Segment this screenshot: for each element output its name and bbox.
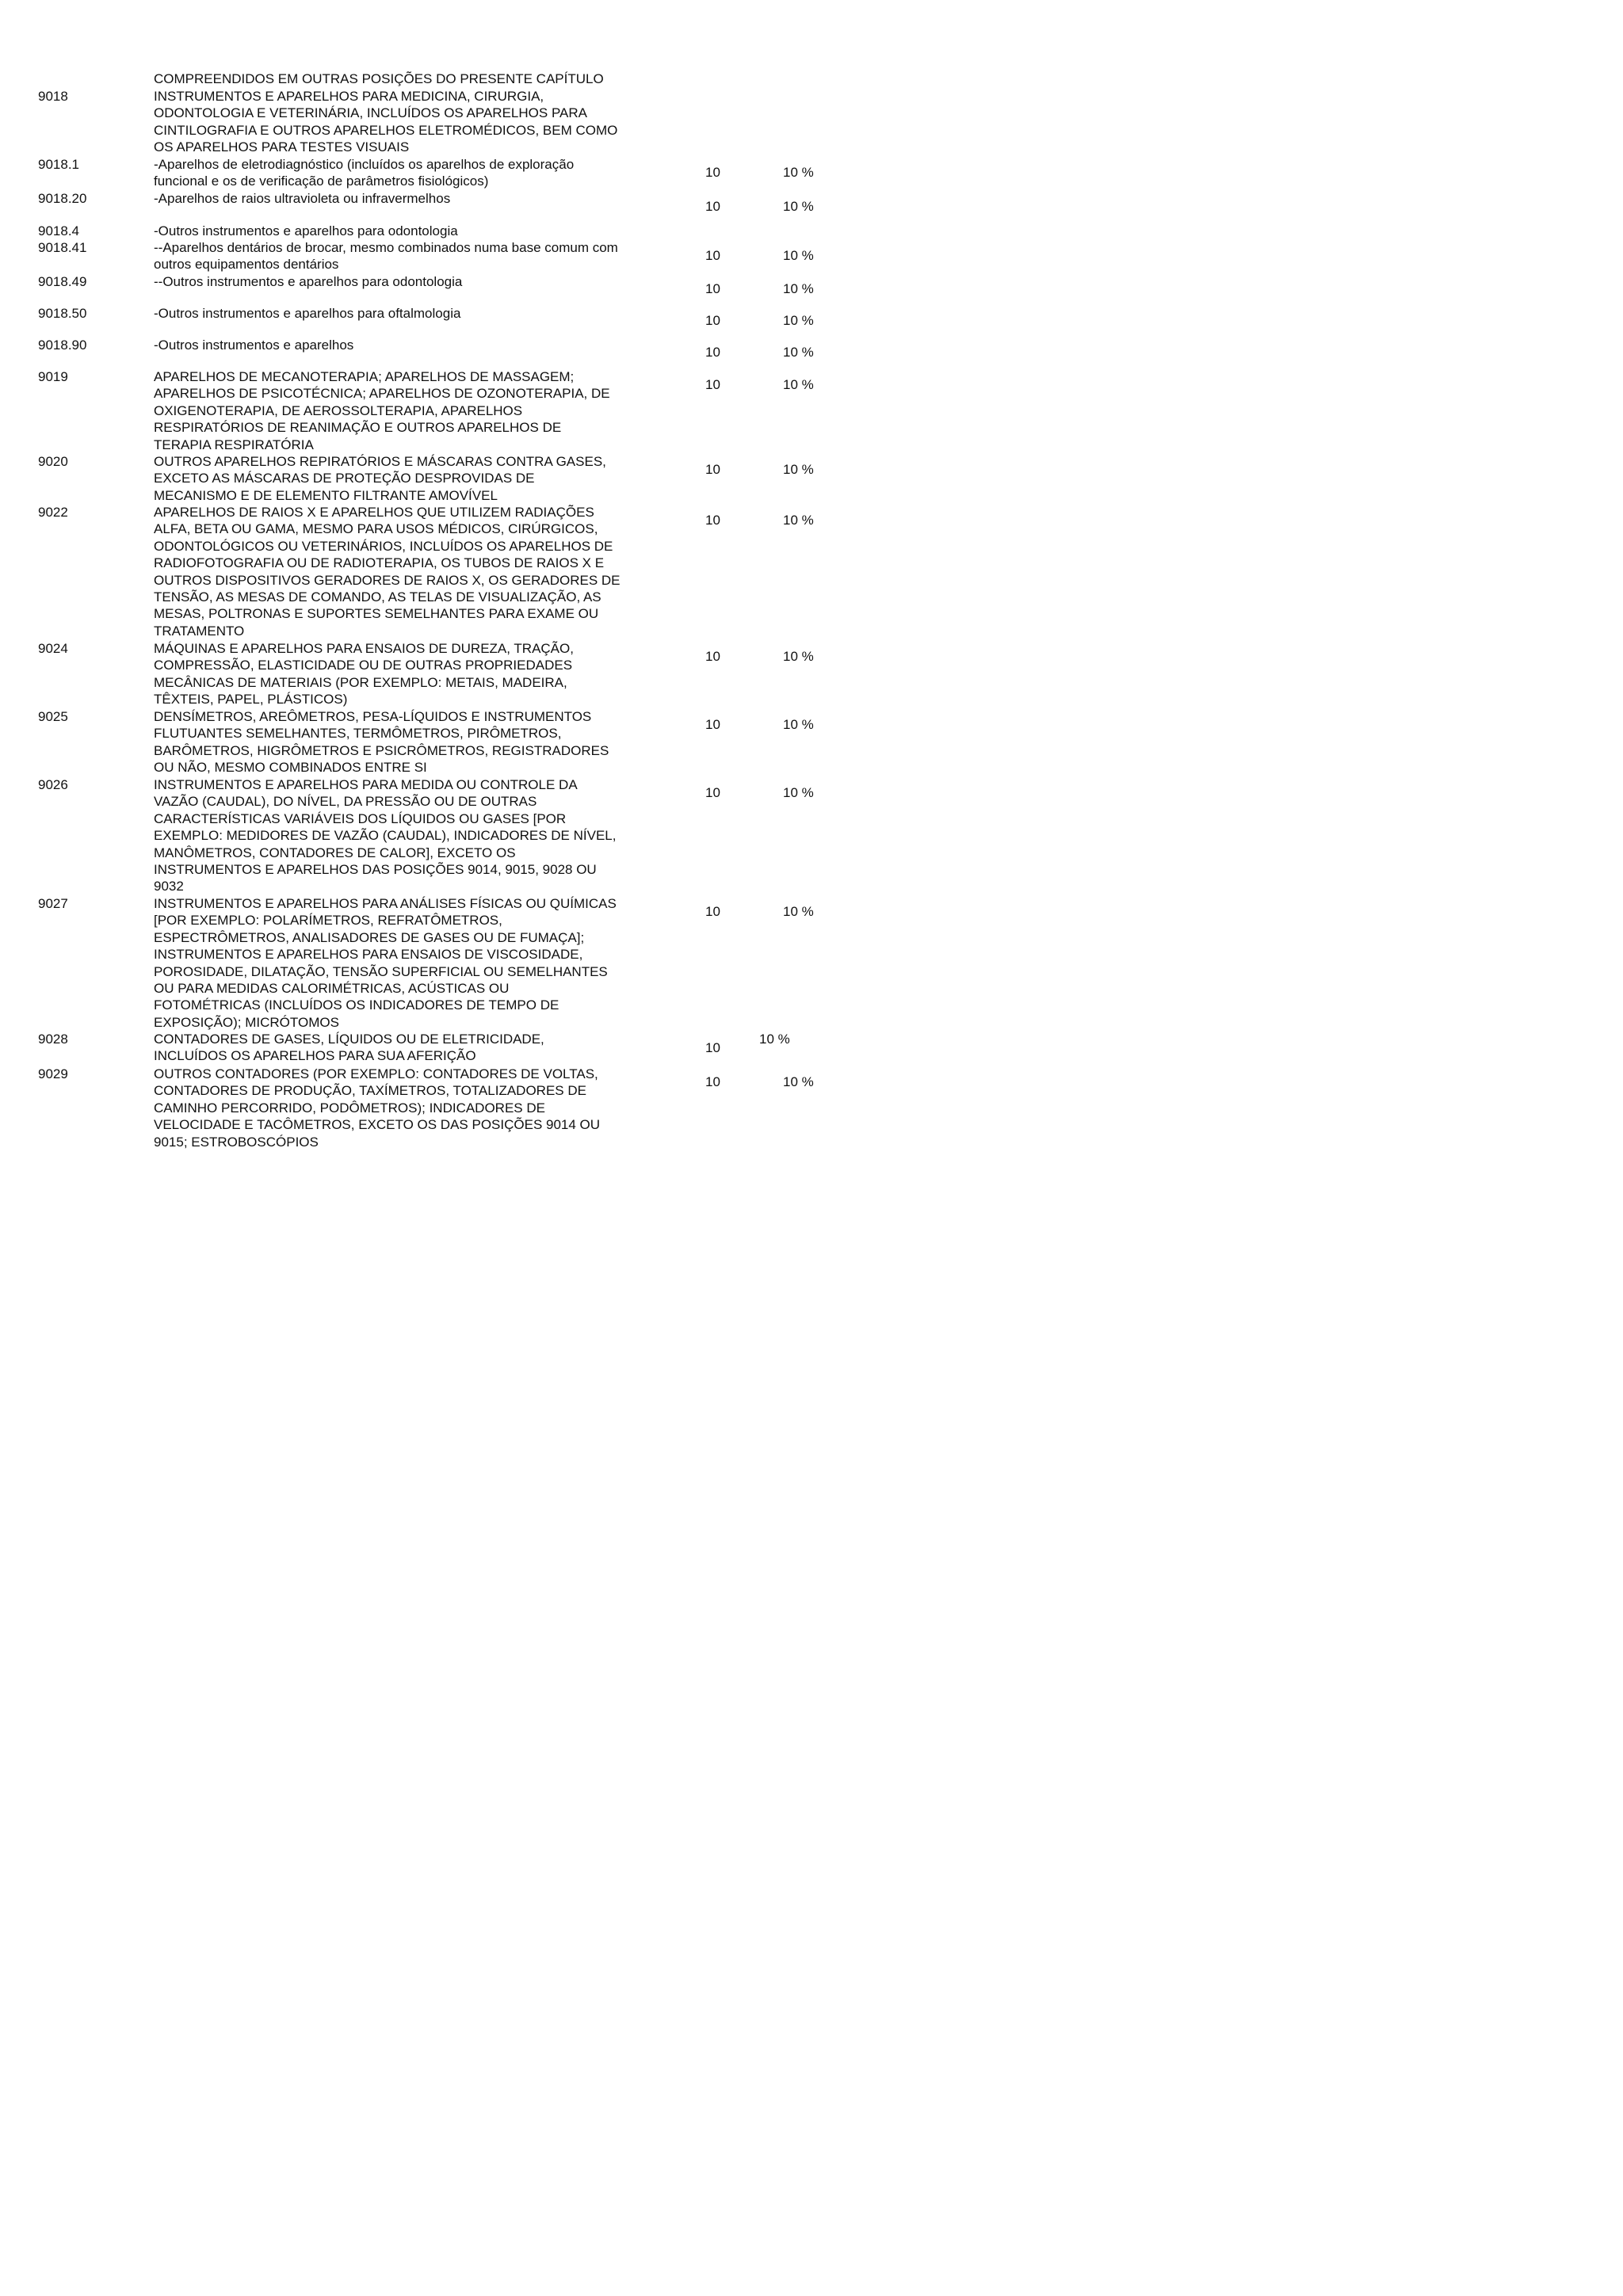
continuation-text: COMPREENDIDOS EM OUTRAS POSIÇÕES DO PRESENTE CAPÍTULO: [154, 71, 604, 86]
ncm-description: -Aparelhos de eletrodiagnóstico (incluídos os aparelhos de exploração funcional e os de verificação de parâmetros fisiológicos): [154, 157, 575, 189]
rate-percent: 10 %: [783, 462, 814, 477]
rate-value: 10: [705, 199, 720, 214]
rate-value: 10: [705, 717, 720, 732]
rate-percent: 10 %: [759, 1032, 790, 1047]
ncm-description: INSTRUMENTOS E APARELHOS PARA MEDICINA, CIRURGIA, ODONTOLOGIA E VETERINÁRIA, INCLUÍDOS OS APARELHOS PARA CINTILOGRAFIA E OUTROS APARELHOS ELETROMÉDICOS, BEM COMO OS APARELHOS PARA TESTES VISUAIS: [154, 89, 618, 155]
rate-percent: 10 %: [783, 345, 814, 360]
ncm-description: APARELHOS DE RAIOS X E APARELHOS QUE UTILIZEM RADIAÇÕES ALFA, BETA OU GAMA, MESMO PARA USOS MÉDICOS, CIRÚRGICOS, ODONTOLÓGICOS OU VETERINÁRIOS, INCLUÍDOS OS APARELHOS DE RADIOFOTOGRAFIA OU DE RADIOTERAPIA, OS TUBOS DE RAIOS X E OUTROS DISPOSITIVOS GERADORES DE RAIOS X, OS GERADORES DE TENSÃO, AS MESAS DE COMANDO, AS TELAS DE VISUALIZAÇÃO, AS MESAS, POLTRONAS E SUPORTES SEMELHANTES PARA EXAME OU TRATAMENTO: [154, 505, 621, 639]
rate-value: 10: [705, 248, 720, 263]
document-page: [0, 0, 872, 1233]
rate-percent: 10 %: [783, 649, 814, 664]
rate-percent: 10 %: [783, 904, 814, 919]
ncm-description: --Outros instrumentos e aparelhos para odontologia: [154, 274, 463, 289]
rate-value: 10: [705, 313, 720, 328]
rate-value: 10: [705, 462, 720, 477]
ncm-code: 9028: [38, 1032, 68, 1047]
ncm-code: 9020: [38, 454, 68, 469]
rate-percent: 10 %: [783, 281, 814, 296]
rate-percent: 10 %: [783, 785, 814, 800]
rate-value: 10: [705, 649, 720, 664]
ncm-description: -Outros instrumentos e aparelhos para oftalmologia: [154, 306, 461, 321]
rate-value: 10: [705, 1040, 720, 1055]
ncm-code: 9018: [38, 89, 68, 104]
rate-value: 10: [705, 1074, 720, 1089]
rate-percent: 10 %: [783, 313, 814, 328]
rate-value: 10: [705, 281, 720, 296]
rate-percent: 10 %: [783, 717, 814, 732]
ncm-description: APARELHOS DE MECANOTERAPIA; APARELHOS DE MASSAGEM; APARELHOS DE PSICOTÉCNICA; APARELHOS DE OZONOTERAPIA, DE OXIGENOTERAPIA, DE AEROSSOLTERAPIA, APARELHOS RESPIRATÓRIOS DE REANIMAÇÃO E OUTROS APARELHOS DE TERAPIA RESPIRATÓRIA: [154, 369, 610, 452]
ncm-description: MÁQUINAS E APARELHOS PARA ENSAIOS DE DUREZA, TRAÇÃO, COMPRESSÃO, ELASTICIDADE OU DE OUTRAS PROPRIEDADES MECÂNICAS DE MATERIAIS (POR EXEMPLO: METAIS, MADEIRA, TÊXTEIS, PAPEL, PLÁSTICOS): [154, 641, 574, 707]
ncm-code: 9029: [38, 1066, 68, 1081]
ncm-description: -Outros instrumentos e aparelhos para odontologia: [154, 223, 458, 238]
ncm-code: 9018.49: [38, 274, 87, 289]
ncm-description: -Aparelhos de raios ultravioleta ou infravermelhos: [154, 191, 451, 206]
ncm-code: 9026: [38, 777, 68, 792]
rate-percent: 10 %: [783, 165, 814, 180]
rate-percent: 10 %: [783, 513, 814, 528]
ncm-code: 9027: [38, 896, 68, 911]
ncm-description: INSTRUMENTOS E APARELHOS PARA MEDIDA OU CONTROLE DA VAZÃO (CAUDAL), DO NÍVEL, DA PRESSÃO OU DE OUTRAS CARACTERÍSTICAS VARIÁVEIS DOS LÍQUIDOS OU GASES [POR EXEMPLO: MEDIDORES DE VAZÃO (CAUDAL), INDICADORES DE NÍVEL, MANÔMETROS, CONTADORES DE CALOR], EXCETO OS INSTRUMENTOS E APARELHOS DAS POSIÇÕES 9014, 9015, 9028 OU 9032: [154, 777, 617, 894]
rate-value: 10: [705, 785, 720, 800]
rate-value: 10: [705, 165, 720, 180]
ncm-code: 9024: [38, 641, 68, 656]
ncm-code: 9018.1: [38, 157, 79, 172]
rate-value: 10: [705, 377, 720, 392]
ncm-description: INSTRUMENTOS E APARELHOS PARA ANÁLISES FÍSICAS OU QUÍMICAS [POR EXEMPLO: POLARÍMETROS, REFRATÔMETROS, ESPECTRÔMETROS, ANALISADORES DE GASES OU DE FUMAÇA]; INSTRUMENTOS E APARELHOS PARA ENSAIOS DE VISCOSIDADE, POROSIDADE, DILATAÇÃO, TENSÃO SUPERFICIAL OU SEMELHANTES OU PARA MEDIDAS CALORIMÉTRICAS, ACÚSTICAS OU FOTOMÉTRICAS (INCLUÍDOS OS INDICADORES DE TEMPO DE EXPOSIÇÃO); MICRÓTOMOS: [154, 896, 617, 1030]
rate-value: 10: [705, 904, 720, 919]
rate-percent: 10 %: [783, 199, 814, 214]
ncm-description: -Outros instrumentos e aparelhos: [154, 338, 354, 353]
ncm-code: 9019: [38, 369, 68, 384]
rate-percent: 10 %: [783, 1074, 814, 1089]
ncm-description: DENSÍMETROS, AREÔMETROS, PESA-LÍQUIDOS E INSTRUMENTOS FLUTUANTES SEMELHANTES, TERMÔMETROS, PIRÔMETROS, BARÔMETROS, HIGRÔMETROS E PSICRÔMETROS, REGISTRADORES OU NÃO, MESMO COMBINADOS ENTRE SI: [154, 709, 609, 776]
rate-value: 10: [705, 513, 720, 528]
rate-percent: 10 %: [783, 248, 814, 263]
ncm-description: --Aparelhos dentários de brocar, mesmo combinados numa base comum com outros equipamentos dentários: [154, 240, 618, 273]
rate-percent: 10 %: [783, 377, 814, 392]
ncm-code: 9018.20: [38, 191, 87, 206]
ncm-code: 9018.4: [38, 223, 79, 238]
ncm-code: 9022: [38, 505, 68, 520]
rate-value: 10: [705, 345, 720, 360]
ncm-description: OUTROS APARELHOS REPIRATÓRIOS E MÁSCARAS CONTRA GASES, EXCETO AS MÁSCARAS DE PROTEÇÃO DESPROVIDAS DE MECANISMO E DE ELEMENTO FILTRANTE AMOVÍVEL: [154, 454, 606, 503]
ncm-description: OUTROS CONTADORES (POR EXEMPLO: CONTADORES DE VOLTAS, CONTADORES DE PRODUÇÃO, TAXÍMETROS, TOTALIZADORES DE CAMINHO PERCORRIDO, PODÔMETROS); INDICADORES DE VELOCIDADE E TACÔMETROS, EXCETO OS DAS POSIÇÕES 9014 OU 9015; ESTROBOSCÓPIOS: [154, 1066, 601, 1150]
ncm-code: 9018.50: [38, 306, 87, 321]
ncm-code: 9018.90: [38, 338, 87, 353]
ncm-description: CONTADORES DE GASES, LÍQUIDOS OU DE ELETRICIDADE, INCLUÍDOS OS APARELHOS PARA SUA AFERIÇÃO: [154, 1032, 544, 1064]
ncm-code: 9018.41: [38, 240, 87, 255]
ncm-code: 9025: [38, 709, 68, 724]
